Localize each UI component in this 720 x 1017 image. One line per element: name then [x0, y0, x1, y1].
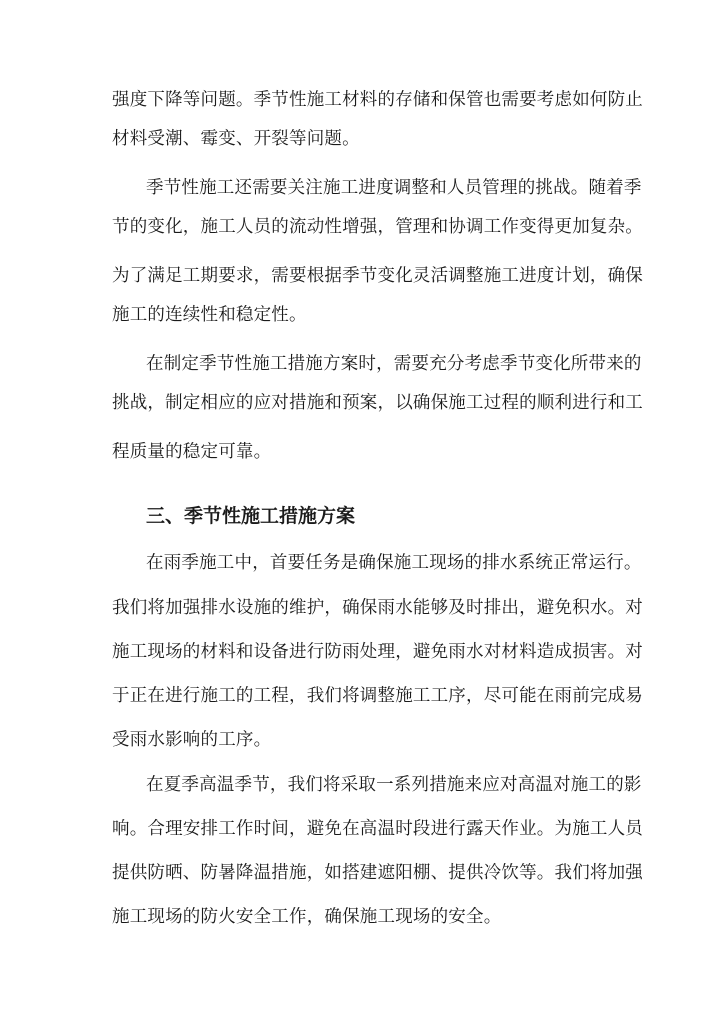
paragraph-line: 响。合理安排工作时间，避免在高温时段进行露天作业。为施工人员	[112, 819, 643, 839]
paragraph-line: 在制定季节性施工措施方案时，需要充分考虑季节变化所带来的	[146, 354, 642, 374]
paragraph-line: 挑战，制定相应的应对措施和预案，以确保施工过程的顺利进行和工	[112, 393, 643, 413]
paragraph-line: 施工现场的材料和设备进行防雨处理，避免雨水对材料造成损害。对	[112, 642, 643, 662]
paragraph-line: 我们将加强排水设施的维护，确保雨水能够及时排出，避免积水。对	[112, 598, 643, 618]
paragraph-line: 材料受潮、霉变、开裂等问题。	[112, 129, 360, 149]
section-heading: 三、季节性施工措施方案	[146, 505, 356, 527]
paragraph-line: 强度下降等问题。季节性施工材料的存储和保管也需要考虑如何防止	[112, 90, 643, 110]
paragraph-line: 在雨季施工中，首要任务是确保施工现场的排水系统正常运行。	[146, 553, 642, 573]
paragraph-line: 程质量的稳定可靠。	[112, 442, 272, 462]
paragraph-line: 为了满足工期要求，需要根据季节变化灵活调整施工进度计划，确保	[112, 266, 643, 286]
paragraph-line: 在夏季高温季节，我们将采取一系列措施来应对高温对施工的影	[146, 775, 642, 795]
paragraph-line: 施工的连续性和稳定性。	[112, 305, 307, 325]
paragraph-line: 提供防晒、防暑降温措施，如搭建遮阳棚、提供冷饮等。我们将加强	[112, 863, 643, 883]
paragraph-line: 于正在进行施工的工程，我们将调整施工工序，尽可能在雨前完成易	[112, 686, 643, 706]
paragraph-line: 节的变化，施工人员的流动性增强，管理和协调工作变得更加复杂。	[112, 217, 643, 237]
paragraph-line: 施工现场的防火安全工作，确保施工现场的安全。	[112, 907, 502, 927]
paragraph-line: 季节性施工还需要关注施工进度调整和人员管理的挑战。随着季	[146, 178, 642, 198]
paragraph-line: 受雨水影响的工序。	[112, 730, 272, 750]
